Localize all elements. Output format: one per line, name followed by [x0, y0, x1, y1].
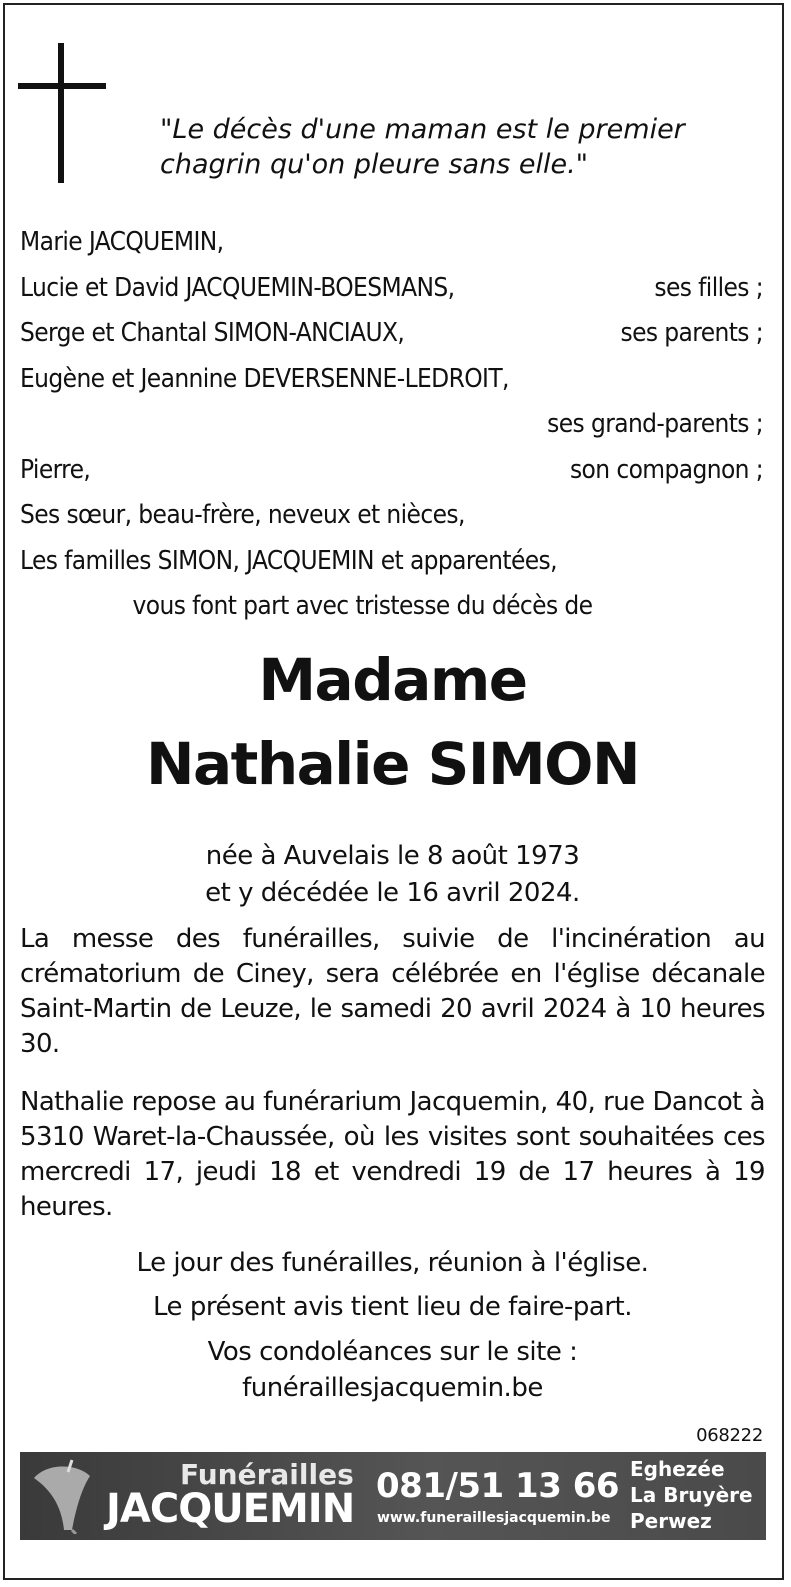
family-relation: son compagnon ;	[569, 454, 763, 485]
banner-towns	[630, 1456, 753, 1534]
family-names: Serge et Chantal SIMON-ANCIAUX,	[20, 318, 405, 348]
town: Eghezée	[630, 1457, 725, 1481]
family-line: Les familles SIMON, JACQUEMIN et apparentées,	[20, 545, 557, 576]
announcement-line: vous font part avec tristesse du décès de	[132, 591, 593, 621]
family-relation: ses filles ;	[654, 272, 763, 303]
quote-line: "Le décès d'une maman est le premier	[160, 114, 685, 145]
family-line: Eugène et Jeannine DEVERSENNE-LEDROIT,	[20, 363, 509, 394]
family-line	[20, 266, 765, 312]
funeral-paragraph: La messe des funérailles, suivie de l'incinération au crématorium de Ciney, sera célébrée en l'église décanale Saint-Martin de Leuze, le samedi 20 avril 2024 à 10 heures 30.	[20, 924, 765, 1059]
condolences-site: funéraillesjacquemin.be	[242, 1373, 543, 1403]
deceased-name: Nathalie SIMON	[145, 730, 640, 798]
quote	[160, 112, 760, 182]
notice-line: Le présent avis tient lieu de faire-part.	[153, 1292, 632, 1322]
visit-paragraph: Nathalie repose au funérarium Jacquemin, 40, rue Dancot à 5310 Waret-la-Chaussée, où les visites sont souhaitées ces mercredi 17, jeudi 18 et vendredi 19 de 17 heures à 19 heures.	[20, 1087, 765, 1222]
meeting-line: Le jour des funérailles, réunion à l'église.	[136, 1248, 649, 1278]
birth-line: née à Auvelais le 8 août 1973	[205, 841, 580, 871]
banner-name: JACQUEMIN	[106, 1486, 355, 1532]
quote-line: chagrin qu'on pleure sans elle."	[160, 149, 589, 180]
family-list	[20, 220, 765, 630]
family-line	[20, 448, 765, 494]
reference-number: 068222	[696, 1425, 763, 1446]
family-line: Marie JACQUEMIN,	[20, 227, 224, 257]
death-line: et y décédée le 16 avril 2024.	[205, 878, 580, 908]
family-relation: ses grand-parents ;	[547, 409, 763, 439]
condolences-line: Vos condoléances sur le site :	[207, 1337, 578, 1367]
family-relation: ses parents ;	[620, 318, 763, 348]
lily-icon	[28, 1458, 108, 1534]
banner-title: Funérailles	[180, 1458, 354, 1491]
town: Perwez	[630, 1509, 712, 1533]
town: La Bruyère	[630, 1483, 753, 1507]
family-line: Ses sœur, beau-frère, neveux et nièces,	[20, 500, 465, 530]
banner-phone: 081/51 13 66	[376, 1466, 620, 1506]
family-line	[20, 311, 765, 357]
banner-website: www.funeraillesjacquemin.be	[377, 1510, 611, 1526]
family-names: Lucie et David JACQUEMIN-BOESMANS,	[20, 272, 455, 303]
deceased-title: Madame	[258, 646, 527, 714]
family-names: Pierre,	[20, 454, 91, 485]
dates	[0, 838, 785, 912]
funeral-home-banner	[20, 1452, 766, 1540]
